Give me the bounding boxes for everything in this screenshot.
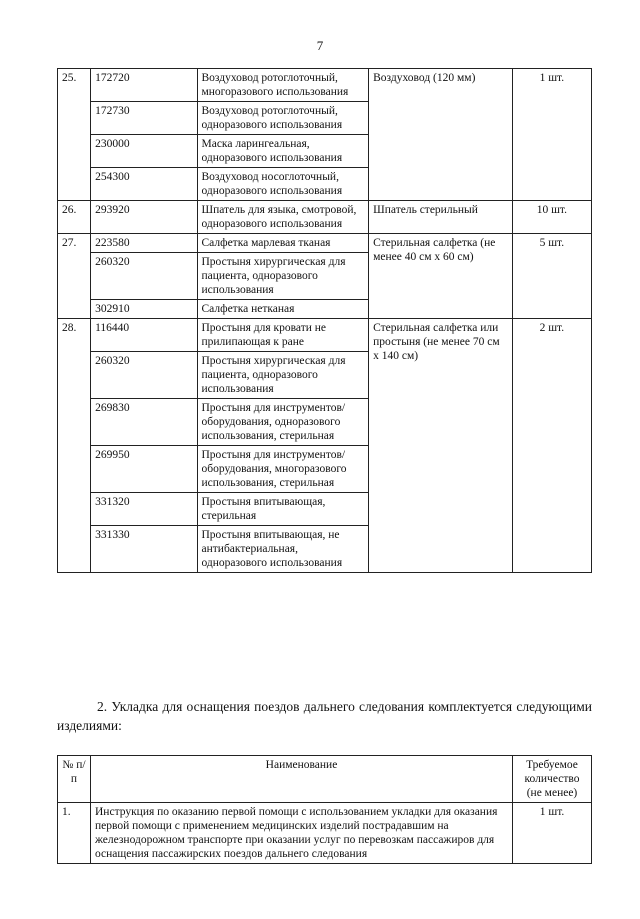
device-name: Простыня для инструментов/оборудования, многоразового использования, стерильная: [197, 446, 369, 493]
device-name: Простыня хирургическая для пациента, одноразового использования: [197, 352, 369, 399]
device-code: 254300: [91, 168, 197, 201]
device-code: 269950: [91, 446, 197, 493]
row-num: 1.: [58, 803, 91, 864]
item-name: Стерильная салфетка (не менее 40 см х 60 см): [369, 234, 513, 319]
group-number: 28.: [58, 319, 91, 573]
section-paragraph: 2. Укладка для оснащения поездов дальнего следования комплектуется следующими изделиями:: [57, 699, 592, 733]
table-row: [58, 319, 592, 352]
device-code: 331320: [91, 493, 197, 526]
device-name: Простыня впитывающая, стерильная: [197, 493, 369, 526]
group-number: 25.: [58, 69, 91, 201]
device-code: 269830: [91, 399, 197, 446]
item-quantity: 10 шт.: [512, 201, 591, 234]
header-qty: Требуемое количество (не менее): [513, 756, 592, 803]
device-name: Маска ларингеальная, одноразового использования: [197, 135, 369, 168]
item-name: Воздуховод (120 мм): [369, 69, 513, 201]
device-name: Простыня впитывающая, не антибактериальная, одноразового использования: [197, 526, 369, 573]
table-row: [58, 201, 592, 234]
device-code: 260320: [91, 352, 197, 399]
group-number: 27.: [58, 234, 91, 319]
device-name: Салфетка марлевая тканая: [197, 234, 369, 253]
item-name: Стерильная салфетка или простыня (не менее 70 см х 140 см): [369, 319, 513, 573]
device-code: 223580: [91, 234, 197, 253]
device-name: Воздуховод ротоглоточный, одноразового использования: [197, 102, 369, 135]
table-row: [58, 69, 592, 102]
device-code: 230000: [91, 135, 197, 168]
row-name: Инструкция по оказанию первой помощи с использованием укладки для оказания первой помощи с применением медицинских изделий пострадавшим на железнодорожном транспорте при оказании услуг по перевозкам пассажиров для оснащения пассажирских поездов дальнего следования: [91, 803, 513, 864]
table-row: [58, 803, 592, 864]
header-num: № п/п: [58, 756, 91, 803]
header-name: Наименование: [91, 756, 513, 803]
item-name: Шпатель стерильный: [369, 201, 513, 234]
device-name: Воздуховод носоглоточный, одноразового использования: [197, 168, 369, 201]
device-code: 302910: [91, 300, 197, 319]
device-code: 293920: [91, 201, 197, 234]
item-quantity: 5 шт.: [512, 234, 591, 319]
device-code: 331330: [91, 526, 197, 573]
devices-table: [57, 68, 592, 573]
row-qty: 1 шт.: [513, 803, 592, 864]
device-name: Простыня для инструментов/оборудования, одноразового использования, стерильная: [197, 399, 369, 446]
device-code: 116440: [91, 319, 197, 352]
device-code: 172720: [91, 69, 197, 102]
device-name: Простыня хирургическая для пациента, одноразового использования: [197, 253, 369, 300]
device-code: 260320: [91, 253, 197, 300]
page-number: 7: [316, 38, 324, 53]
item-quantity: 1 шт.: [512, 69, 591, 201]
kit-items-table: [57, 755, 592, 864]
table-row: [58, 234, 592, 253]
device-code: 172730: [91, 102, 197, 135]
device-name: Салфетка нетканая: [197, 300, 369, 319]
device-name: Шпатель для языка, смотровой, одноразового использования: [197, 201, 369, 234]
device-name: Простыня для кровати не прилипающая к ране: [197, 319, 369, 352]
group-number: 26.: [58, 201, 91, 234]
item-quantity: 2 шт.: [512, 319, 591, 573]
table-header-row: [58, 756, 592, 803]
device-name: Воздуховод ротоглоточный, многоразового использования: [197, 69, 369, 102]
